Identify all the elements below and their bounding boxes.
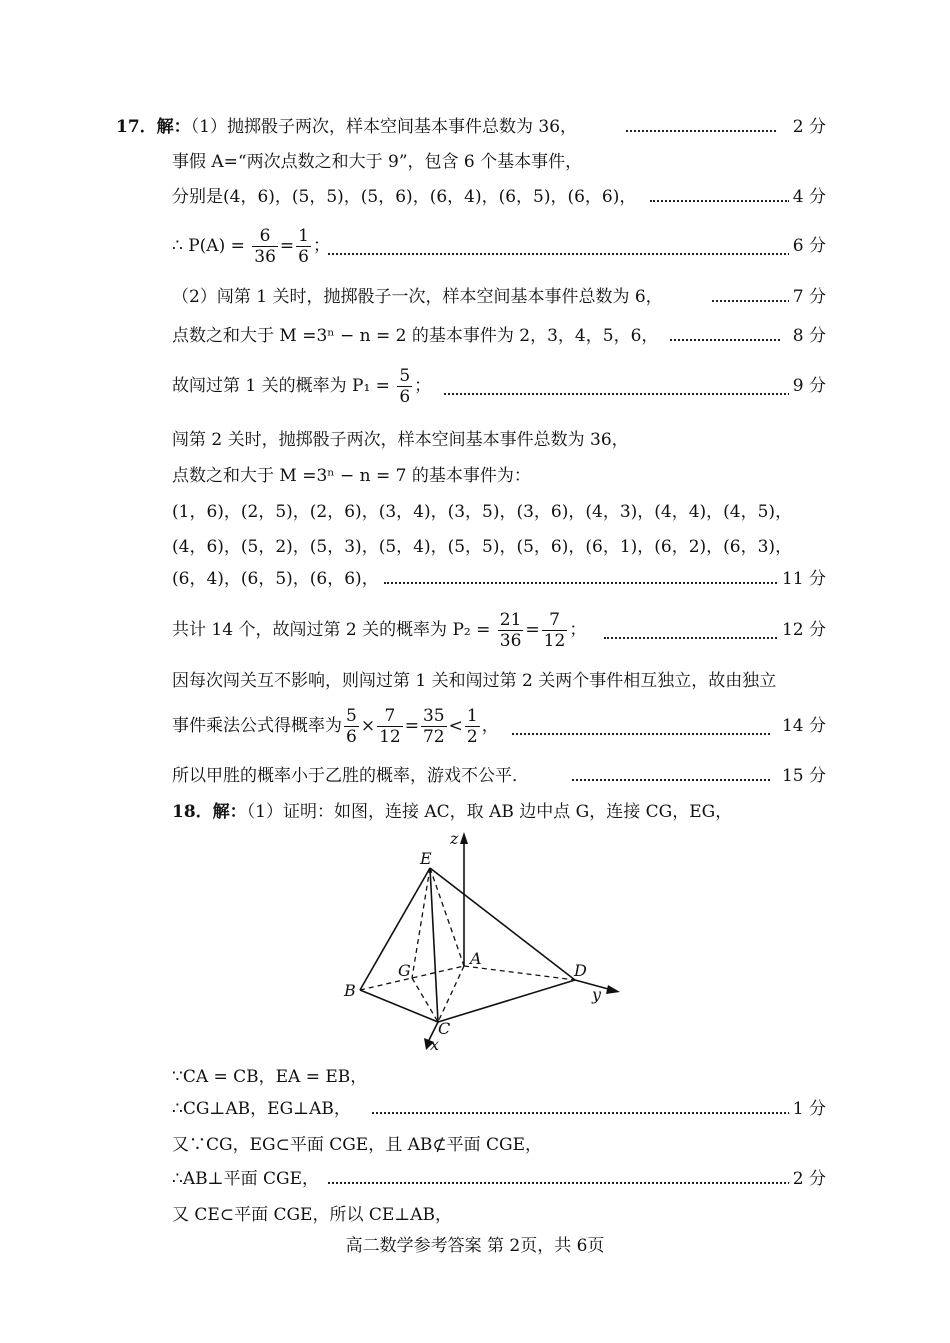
q17-line6: 点数之和大于 M =3ⁿ − n = 2 的基本事件为 2，3，4，5，6， 8 分	[172, 326, 826, 346]
label-z: z	[450, 829, 459, 848]
q17-line2: 事假 A=“两次点数之和大于 9”，包含 6 个基本事件，	[172, 152, 583, 172]
score-7: 7 分	[789, 285, 826, 309]
q17-line7: 故闯过第 1 关的概率为 P₁ = $\frac{5}{6}$ ； 9 分	[172, 366, 826, 407]
q18-line4: 又∵CG，EG⊂平面 CGE，且 AB⊄平面 CGE，	[172, 1135, 543, 1155]
q17-line5: （2）闯第 1 关时，抛掷骰子一次，样本空间基本事件总数为 6， 7 分	[172, 287, 826, 307]
score-11: 11 分	[778, 567, 826, 591]
label-C: C	[438, 1019, 451, 1038]
edge-EC	[430, 868, 438, 1022]
q18-line6: 又 CE⊂平面 CGE，所以 CE⊥AB，	[172, 1205, 453, 1225]
q17-line10: (1，6)，(2，5)，(2，6)，(3，4)，(3，5)，(3，6)，(4，3)，(4，4)，(4，5)，	[172, 502, 793, 522]
q17-line11: (4，6)，(5，2)，(5，3)，(5，4)，(5，5)，(5，6)，(6，1)，(6，2)，(6，3)，	[172, 537, 793, 557]
q17-line12: (6，4)，(6，5)，(6，6)， 11 分	[172, 569, 826, 589]
score-8: 8 分	[789, 324, 826, 348]
leader-dots	[328, 1167, 790, 1184]
q17-line15: 事件乘法公式得概率为 $\frac{5}{6}$ × $\frac{7}{12}$ = $\frac{35}{72}$ < $\frac{1}{2}$ ， 14 分	[172, 706, 826, 747]
leader-dots	[444, 378, 790, 395]
fraction: $\frac{5}{6}$	[399, 366, 411, 407]
label-G: G	[398, 961, 411, 980]
fraction: $\frac{5}{6}$	[346, 706, 357, 747]
q18-line1: 18．解：（1）证明：如图，连接 AC，取 AB 边中点 G，连接 CG，EG，	[172, 802, 733, 822]
leader-dots	[512, 718, 770, 735]
score-2: 2 分	[789, 115, 826, 139]
fraction: $\frac{7}{12}$	[379, 706, 401, 747]
label-x: x	[430, 1035, 440, 1053]
fraction: $\frac{6}{36}$	[254, 226, 276, 267]
leader-dots	[572, 764, 770, 781]
fraction: $\frac{1}{2}$	[466, 706, 478, 747]
score-15: 15 分	[778, 764, 826, 788]
score-1: 1 分	[789, 1097, 826, 1121]
leader-dots	[670, 324, 780, 341]
y-arrow	[606, 985, 620, 994]
leader-dots	[604, 622, 780, 639]
q17-heading: 17．解：	[116, 117, 191, 137]
q18-line2: ∵CA = CB，EA = EB，	[172, 1067, 368, 1087]
leader-dots	[328, 238, 790, 255]
label-y: y	[592, 985, 602, 1004]
q17-line13: 共计 14 个，故闯过第 2 关的概率为 P₂ = $\frac{21}{36}$ = $\frac{7}{12}$ ； 12 分	[172, 610, 826, 651]
score-4: 4 分	[789, 185, 826, 209]
q18-line5: ∴AB⊥平面 CGE， 2 分	[172, 1169, 826, 1189]
prob-a-label: ∴ P(A) =	[172, 236, 245, 256]
score-2b: 2 分	[789, 1167, 826, 1191]
edge-GC	[412, 978, 438, 1022]
score-12: 12 分	[778, 618, 826, 642]
label-A: A	[470, 949, 482, 968]
edge-ED	[430, 868, 575, 980]
q17-line14: 因每次闯关互不影响，则闯过第 1 关和闯过第 2 关两个事件相互独立，故由独立	[172, 671, 777, 691]
leader-dots	[650, 185, 790, 202]
fraction: $\frac{1}{6}$	[298, 226, 309, 267]
q18-line3: ∴CG⊥AB，EG⊥AB， 1 分	[172, 1099, 826, 1119]
score-6: 6 分	[789, 234, 826, 258]
q17-line8: 闯第 2 关时，抛掷骰子两次，样本空间基本事件总数为 36，	[172, 430, 629, 450]
label-D: D	[574, 961, 587, 980]
q17-text1: （1）抛掷骰子两次，样本空间基本事件总数为 36，	[190, 117, 578, 137]
q17-line1	[116, 115, 826, 139]
edge-CD	[438, 980, 575, 1022]
label-B: B	[344, 981, 356, 1000]
fraction: $\frac{35}{72}$	[422, 706, 445, 747]
score-9: 9 分	[789, 374, 826, 398]
score-14: 14 分	[778, 714, 826, 738]
q17-line9: 点数之和大于 M =3ⁿ − n = 7 的基本事件为：	[172, 466, 531, 486]
leader-dots	[384, 567, 780, 584]
edge-BC	[360, 990, 438, 1022]
leader-dots	[626, 115, 776, 132]
fraction: $\frac{7}{12}$	[543, 610, 566, 651]
q17-line16: 所以甲胜的概率小于乙胜的概率，游戏不公平． 15 分	[172, 766, 826, 786]
fraction: $\frac{21}{36}$	[499, 610, 522, 651]
z-arrow	[460, 832, 468, 844]
label-E: E	[420, 849, 432, 868]
leader-dots	[712, 285, 790, 302]
page-footer: 高二数学参考答案 第 2页，共 6页	[345, 1236, 605, 1256]
q17-text3: 分别是(4，6)，(5，5)，(5，6)，(6，4)，(6，5)，(6，6)，	[172, 187, 637, 207]
q17-line3	[172, 185, 826, 209]
q18-heading: 18．解：	[172, 802, 247, 822]
pyramid-figure	[330, 828, 630, 1053]
edge-EB	[360, 868, 430, 990]
leader-dots	[372, 1097, 790, 1114]
edge-AC	[438, 966, 464, 1022]
q17-line4: ∴ P(A) = $\frac{6}{36}$ = $\frac{1}{6}$ ； 6 分	[172, 226, 826, 267]
